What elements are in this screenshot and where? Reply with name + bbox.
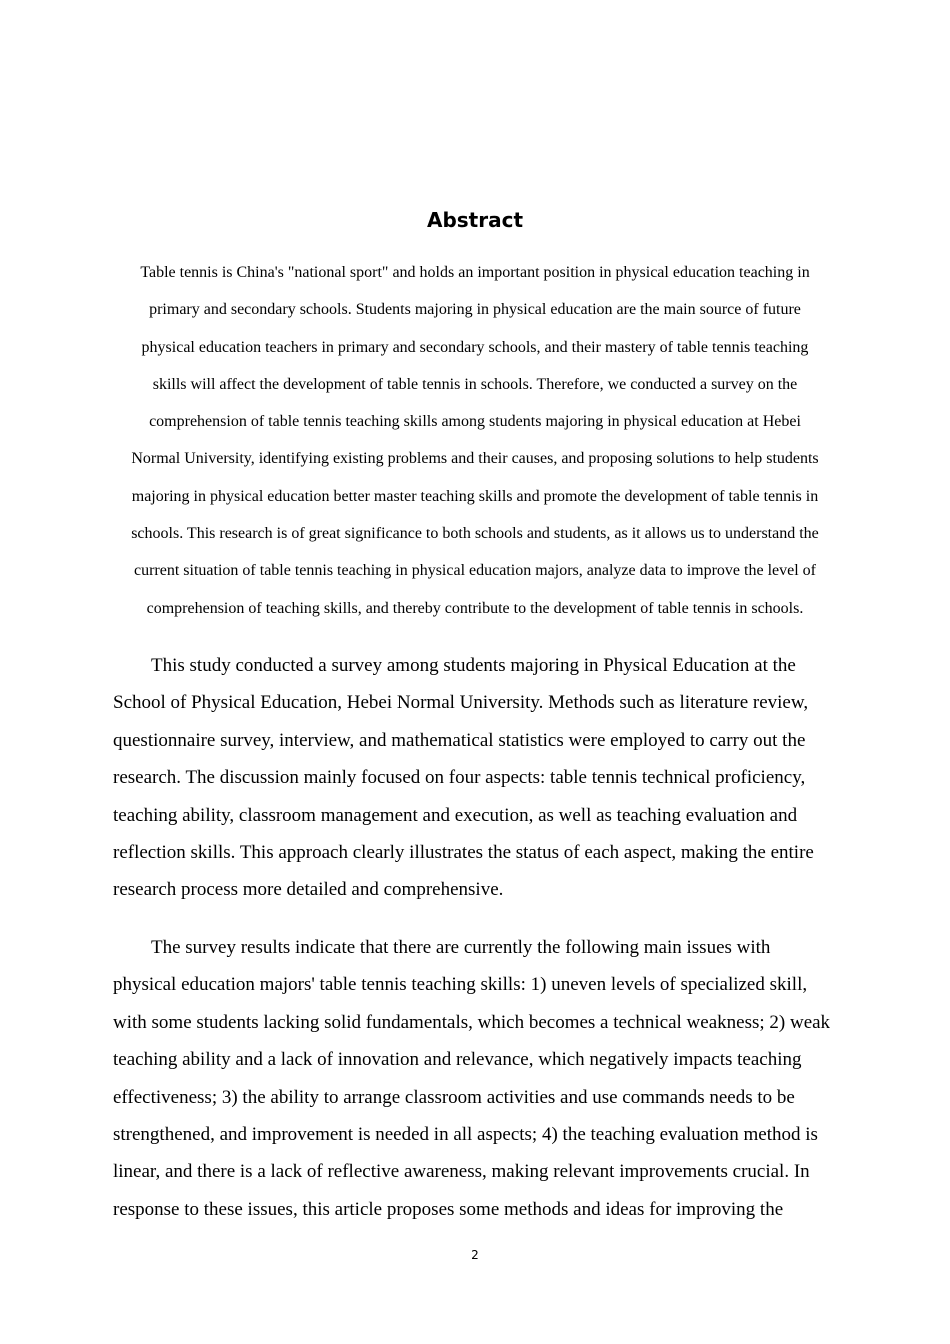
methods-paragraph: [113, 647, 843, 909]
paragraph-line: with some students lacking solid fundamentals, which becomes a technical weakness; 2) weak: [113, 1011, 831, 1033]
abstract-line: majoring in physical education better master teaching skills and promote the development of table tennis in: [131, 487, 819, 505]
abstract-line: current situation of table tennis teaching in physical education majors, analyze data to improve the level of: [134, 562, 816, 580]
abstract-line: skills will affect the development of table tennis in schools. Therefore, we conducted a survey on the: [152, 375, 798, 393]
paragraph-line: School of Physical Education, Hebei Normal University. Methods such as literature review,: [113, 692, 809, 714]
paragraph-line: physical education majors' table tennis teaching skills: 1) uneven levels of specialized skill,: [113, 974, 808, 996]
abstract-line: comprehension of table tennis teaching skills among students majoring in physical education at Hebei: [149, 413, 801, 431]
abstract-line: primary and secondary schools. Students majoring in physical education are the main source of future: [149, 301, 801, 319]
paragraph-line: response to these issues, this article proposes some methods and ideas for improving the: [113, 1198, 784, 1220]
paragraph-line: The survey results indicate that there are currently the following main issues with: [151, 937, 771, 958]
page-number: 2: [471, 1248, 479, 1262]
paragraph-line: This study conducted a survey among students majoring in Physical Education at the: [151, 655, 796, 676]
paragraph-line: research process more detailed and comprehensive.: [113, 879, 504, 901]
paragraph-line: questionnaire survey, interview, and mathematical statistics were employed to carry out the: [113, 729, 806, 751]
abstract-line: physical education teachers in primary and secondary schools, and their mastery of table tennis teaching: [141, 338, 809, 356]
paragraph-line: strengthened, and improvement is needed in all aspects; 4) the teaching evaluation method is: [113, 1124, 818, 1146]
paragraph-line: teaching ability, classroom management and execution, as well as teaching evaluation and: [113, 804, 798, 826]
abstract-title: Abstract: [426, 208, 524, 232]
paragraph-line: teaching ability and a lack of innovation and relevance, which negatively impacts teaching: [113, 1049, 802, 1071]
abstract-line: Table tennis is China's "national sport" and holds an important position in physical education teaching in: [140, 264, 810, 281]
abstract-line: Normal University, identifying existing problems and their causes, and proposing solutions to help students: [131, 450, 819, 468]
abstract-line: comprehension of teaching skills, and thereby contribute to the development of table tennis in schools.: [146, 599, 804, 617]
abstract-line: schools. This research is of great significance to both schools and students, as it allows us to understand the: [131, 525, 819, 543]
abstract-summary: [110, 254, 840, 627]
paragraph-line: effectiveness; 3) the ability to arrange classroom activities and use commands needs to be: [113, 1086, 795, 1108]
paragraph-line: research. The discussion mainly focused on four aspects: table tennis technical proficiency,: [113, 767, 806, 789]
results-paragraph: [113, 929, 843, 1228]
paragraph-line: reflection skills. This approach clearly illustrates the status of each aspect, making the entire: [113, 842, 814, 864]
paragraph-line: linear, and there is a lack of reflective awareness, making relevant improvements crucial. In: [113, 1161, 810, 1183]
